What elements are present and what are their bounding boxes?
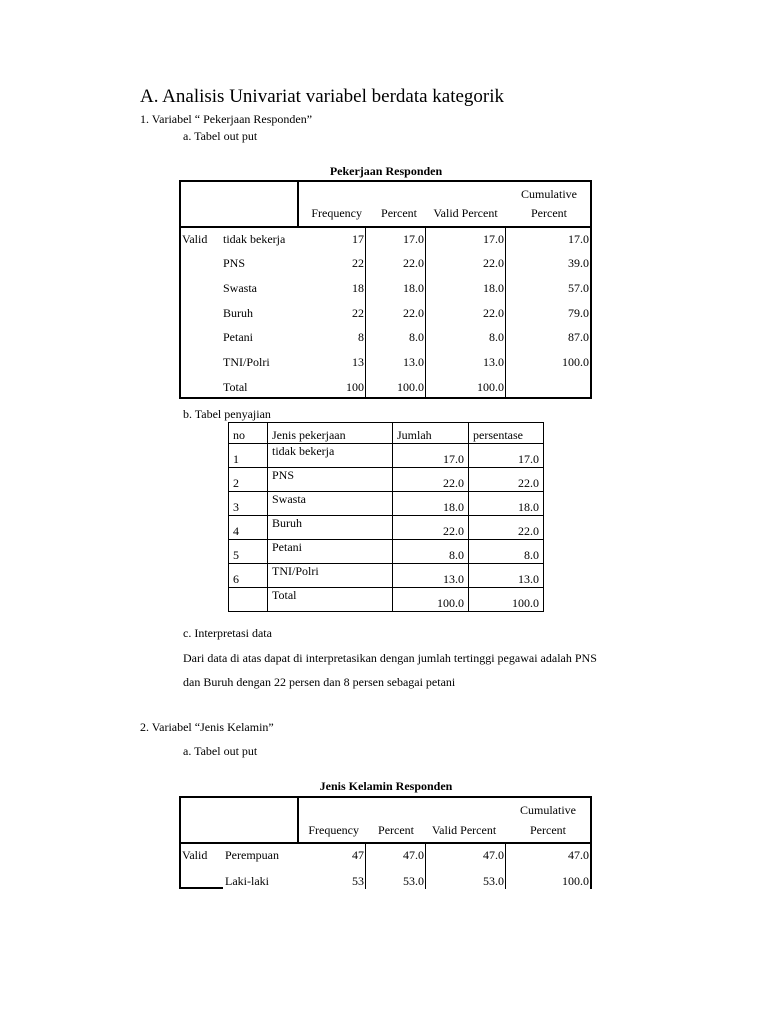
table1-row-valid-percent: 22.0 [483,306,504,320]
table1-title: Pekerjaan Responden [329,164,443,178]
pres-cell-persentase: 22.0 [469,468,544,492]
table1-row-percent: 8.0 [409,330,424,344]
section2-sub-a: a. Tabel out put [183,744,258,758]
table-row [229,588,544,612]
table1-header-cumulative: Cumulative [521,187,577,201]
pres-cell-persentase: 22.0 [469,516,544,540]
interpretation-line: dan Buruh dengan 22 persen dan 8 persen sebagai petani [183,675,456,689]
table2-row-valid-percent: 47.0 [483,848,504,862]
section2-title: 2. Variabel “Jenis Kelamin” [140,720,274,734]
table1-row-percent: 18.0 [403,281,424,295]
table1-row-frequency: 22 [352,306,364,320]
table2-row-label: Laki-laki [225,874,269,888]
pres-cell-no: 2 [229,468,268,492]
table1-row-frequency: 17 [352,232,364,246]
pres-cell-no [229,588,268,612]
pres-header-no: no [229,423,268,444]
table1-row-percent: 100.0 [397,380,424,394]
table1-row-label: Petani [223,330,253,344]
table1-row-label: tidak bekerja [223,232,286,246]
table-row [229,540,544,564]
table1-header-percent: Percent [381,206,417,220]
section1-title: 1. Variabel “ Pekerjaan Responden” [140,112,313,126]
pres-cell-persentase: 13.0 [469,564,544,588]
table1-row-valid-percent: 100.0 [477,380,504,394]
table1-header-cumulative: Percent [531,206,567,220]
section1-sub-a: a. Tabel out put [183,129,258,143]
table2-header-frequency: Frequency [308,823,359,837]
table1-valid-label: Valid [182,232,208,246]
table1-row-label: Total [223,380,248,394]
pres-cell-no: 1 [229,444,268,468]
table2-title: Jenis Kelamin Responden [319,779,453,793]
pres-cell-jenis: tidak bekerja [268,444,393,468]
table1-row-cumulative: 39.0 [568,256,589,270]
pres-cell-persentase: 100.0 [469,588,544,612]
page-heading: A. Analisis Univariat variabel berdata kategorik [140,86,505,107]
pres-cell-jenis: PNS [268,468,393,492]
pres-cell-jumlah: 17.0 [393,444,469,468]
table-row [229,492,544,516]
table2-row-percent: 47.0 [403,848,424,862]
table1-row-cumulative: 79.0 [568,306,589,320]
pres-header-jenis: Jenis pekerjaan [268,423,393,444]
table1-row-frequency: 8 [358,330,364,344]
table2-row-cumulative: 100.0 [562,874,589,888]
pres-header-jumlah: Jumlah [393,423,469,444]
pres-cell-persentase: 18.0 [469,492,544,516]
pres-cell-jumlah: 22.0 [393,468,469,492]
table-row [229,444,544,468]
table1-row-cumulative: 57.0 [568,281,589,295]
pres-cell-jenis: Petani [268,540,393,564]
table2-header-rule [179,842,592,844]
pres-cell-jenis: Buruh [268,516,393,540]
table1-header-frequency: Frequency [311,206,362,220]
presentation-table [228,422,544,612]
pres-cell-no: 6 [229,564,268,588]
pres-cell-jenis: Swasta [268,492,393,516]
table2-row-label: Perempuan [225,848,279,862]
table1-row-percent: 17.0 [403,232,424,246]
table-row [229,516,544,540]
table-row [229,468,544,492]
section1-sub-c: c. Interpretasi data [183,626,272,640]
table1-row-valid-percent: 18.0 [483,281,504,295]
table1-row-frequency: 22 [352,256,364,270]
table-row [229,564,544,588]
pres-cell-jumlah: 8.0 [393,540,469,564]
table2-header-cumulative: Cumulative [520,803,576,817]
table1-row-frequency: 100 [346,380,364,394]
table2-top-rule [179,796,592,798]
pres-header-persentase: persentase [469,423,544,444]
table1-row-label: PNS [223,256,246,270]
table1-row-valid-percent: 13.0 [483,355,504,369]
table1-row-cumulative: 87.0 [568,330,589,344]
pres-cell-no: 3 [229,492,268,516]
table2-row-frequency: 53 [352,874,364,888]
table1-row-percent: 22.0 [403,256,424,270]
table1-row-label: Buruh [223,306,253,320]
interpretation-line: Dari data di atas dapat di interpretasikan dengan jumlah tertinggi pegawai adalah PNS [183,651,597,665]
table1-row-label: Swasta [223,281,257,295]
table2-header-percent: Percent [378,823,414,837]
table2-row-valid-percent: 53.0 [483,874,504,888]
table1-row-label: TNI/Polri [223,355,270,369]
table2-row-frequency: 47 [352,848,364,862]
table2-row-percent: 53.0 [403,874,424,888]
pres-cell-no: 4 [229,516,268,540]
table1-header-valid-percent: Valid Percent [433,206,498,220]
pres-cell-jenis: Total [268,588,393,612]
table2-header-cumulative: Percent [530,823,566,837]
pres-cell-jumlah: 13.0 [393,564,469,588]
table1-row-valid-percent: 22.0 [483,256,504,270]
table1-row-frequency: 13 [352,355,364,369]
pres-cell-jumlah: 100.0 [393,588,469,612]
table1-row-cumulative: 17.0 [568,232,589,246]
table1-row-cumulative: 100.0 [562,355,589,369]
table2-header-valid-percent: Valid Percent [431,823,497,837]
pres-cell-persentase: 17.0 [469,444,544,468]
table-row [229,423,544,444]
table1-row-frequency: 18 [352,281,364,295]
table2-row-cumulative: 47.0 [568,848,589,862]
section1-sub-b: b. Tabel penyajian [183,407,271,421]
pres-cell-persentase: 8.0 [469,540,544,564]
table1-row-percent: 13.0 [403,355,424,369]
pres-cell-jumlah: 22.0 [393,516,469,540]
table1-header-rule [179,226,592,228]
pres-cell-no: 5 [229,540,268,564]
table1-row-percent: 22.0 [403,306,424,320]
table2-bottom-stub [179,887,223,889]
pres-cell-jenis: TNI/Polri [268,564,393,588]
table2-valid-label: Valid [182,848,208,862]
table1-row-valid-percent: 17.0 [483,232,504,246]
table1-row-valid-percent: 8.0 [489,330,504,344]
pres-cell-jumlah: 18.0 [393,492,469,516]
